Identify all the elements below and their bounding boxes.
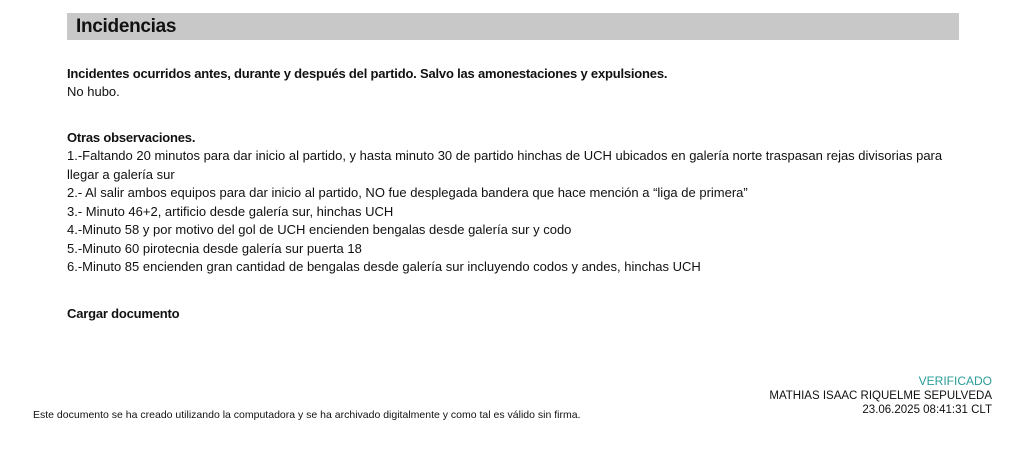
list-item: 5.-Minuto 60 pirotecnia desde galería sur puerta 18 bbox=[67, 240, 362, 256]
verified-status: VERIFICADO bbox=[918, 374, 992, 388]
incidents-block bbox=[67, 65, 947, 102]
upload-block bbox=[67, 305, 947, 323]
observations-block bbox=[67, 129, 947, 277]
upload-document-label[interactable]: Cargar documento bbox=[67, 306, 180, 321]
list-item: 2.- Al salir ambos equipos para dar inicio al partido, NO fue desplegada bandera que hace mención a “liga de primera” bbox=[67, 185, 748, 200]
observations-list bbox=[67, 147, 947, 277]
section-header bbox=[67, 13, 959, 40]
section-title: Incidencias bbox=[76, 16, 177, 37]
incidents-value: No hubo. bbox=[67, 84, 120, 99]
signature-block bbox=[769, 374, 992, 418]
signature-timestamp: 23.06.2025 08:41:31 CLT bbox=[862, 404, 992, 416]
signer-name: MATHIAS ISAAC RIQUELME SEPULVEDA bbox=[769, 389, 992, 402]
footer-disclaimer: Este documento se ha creado utilizando la computadora y se ha archivado digitalmente y como tal es válido sin firma. bbox=[33, 409, 581, 421]
list-item: 3.- Minuto 46+2, artificio desde galería sur, hinchas UCH bbox=[67, 203, 394, 219]
observations-heading: Otras observaciones. bbox=[67, 130, 196, 145]
list-item: 4.-Minuto 58 y por motivo del gol de UCH encienden bengalas desde galería sur y codo bbox=[67, 222, 572, 237]
incidents-heading: Incidentes ocurridos antes, durante y después del partido. Salvo las amonestaciones y expulsiones. bbox=[67, 66, 668, 81]
list-item: 1.-Faltando 20 minutos para dar inicio al partido, y hasta minuto 30 de partido hinchas de UCH ubicados en galería norte traspasan rejas divisorias para llegar a galería sur bbox=[67, 148, 943, 182]
list-item: 6.-Minuto 85 encienden gran cantidad de bengalas desde galería sur incluyendo codos y andes, hinchas UCH bbox=[67, 259, 701, 274]
